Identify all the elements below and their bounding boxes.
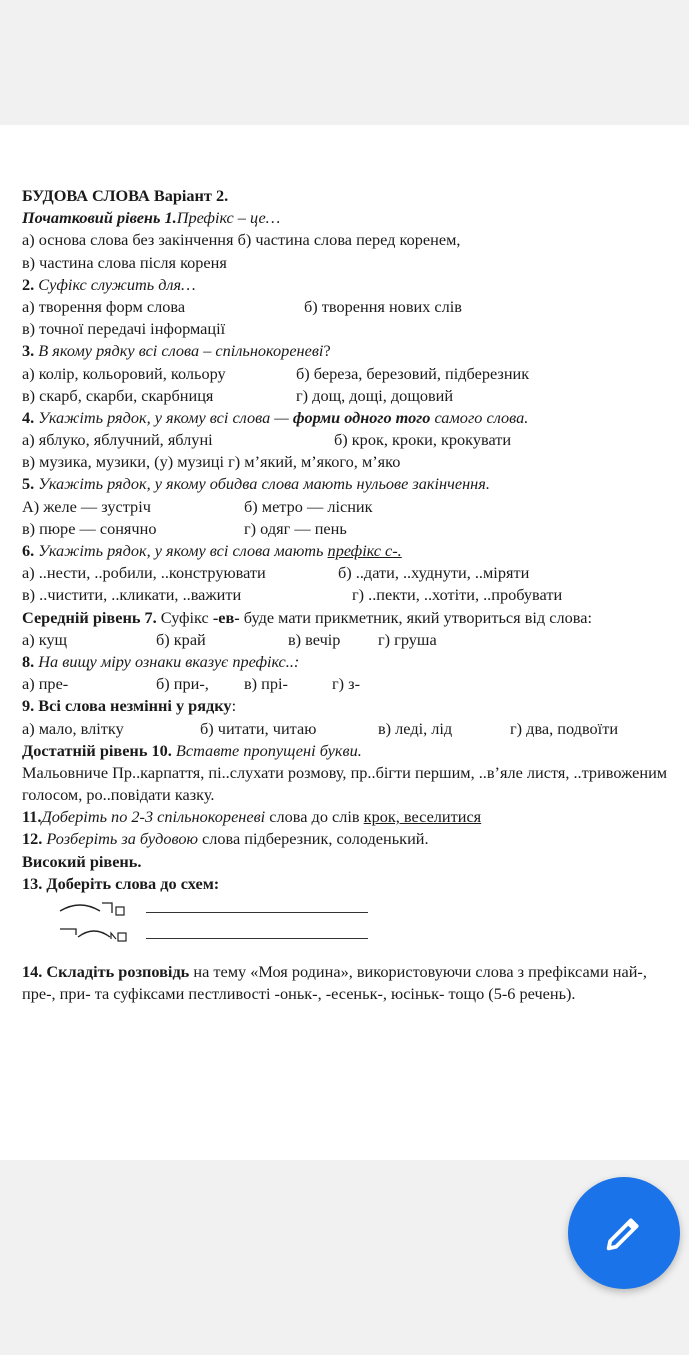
page-title: БУДОВА СЛОВА Варіант 2.	[22, 186, 229, 205]
line: 3. В якому рядку всі слова – спільнокореневі?	[22, 341, 331, 361]
line: 5. Укажіть рядок, у якому обидва слова мають нульове закінчення.	[22, 474, 490, 494]
line: А) желе — зустріч б) метро — лісник	[22, 496, 373, 516]
line: 6. Укажіть рядок, у якому всі слова мають префікс с-.	[22, 541, 402, 560]
answer-blank[interactable]	[146, 912, 368, 913]
line: в) музика, музики, (у) музиці г) м’який, м’якого, м’яко	[22, 452, 401, 472]
document-content	[22, 185, 672, 1005]
line: а) кущ б) край в) вечір г) груша	[22, 629, 437, 649]
line: в) пюре — сонячно г) одяг — пень	[22, 518, 347, 538]
document-page	[0, 125, 689, 1160]
word-scheme-2	[22, 921, 672, 947]
line: а) яблуко, яблучний, яблуні б) крок, кроки, крокувати	[22, 430, 512, 450]
line: Високий рівень.	[22, 851, 142, 871]
scheme-prefix-root-suffix-icon	[58, 923, 138, 947]
line: а) ..нести, ..робили, ..конструювати б) ..дати, ..худнути, ..міряти	[22, 563, 530, 583]
line: в) ..чистити, ..кликати, ..важити г) ..пекти, ..хотіти, ..пробувати	[22, 585, 563, 605]
line: Середній рівень 7. Суфікс -ев- буде мати прикметник, який утвориться від слова:	[22, 607, 592, 627]
line: а) мало, влітку б) читати, читаю в) леді, лід г) два, подвоїти	[22, 718, 619, 738]
line: Початковий рівень 1.Префікс – це…	[22, 208, 281, 228]
line: в) точної передачі інформації	[22, 319, 226, 339]
line: Достатній рівень 10. Вставте пропущені букви.	[22, 740, 362, 760]
line: 2. Суфікс служить для…	[22, 274, 196, 294]
line: 12. Розберіть за будовою слова підберезник, солоденький.	[22, 829, 429, 849]
answer-blank[interactable]	[146, 938, 368, 939]
line: в) частина слова після кореня	[22, 252, 227, 272]
spacer	[22, 947, 672, 961]
line: а) основа слова без закінчення б) частина слова перед коренем,	[22, 230, 461, 250]
line: а) колір, кольоровий, кольору б) береза, березовий, підберезник	[22, 363, 530, 383]
line: Мальовниче Пр..карпаття, пі..слухати розмову, пр..бігти першим, ..в’яле листя, ..тривоженим голосом, ро..повідати казку.	[22, 762, 668, 805]
line: 4. Укажіть рядок, у якому всі слова — форми одного того самого слова.	[22, 407, 529, 427]
line: а) пре- б) при-, в) прі- г) з-	[22, 674, 361, 694]
line: 13. Доберіть слова до схем:	[22, 873, 220, 893]
line: а) творення форм слова б) творення нових слів	[22, 296, 462, 316]
edit-button[interactable]	[568, 1177, 680, 1289]
scheme-root-prefix-icon	[58, 897, 138, 921]
line: 9. Всі слова незмінні у рядку:	[22, 696, 237, 716]
line: 8. На вищу міру ознаки вказує префікс..:	[22, 651, 300, 671]
line: в) скарб, скарби, скарбниця г) дощ, дощі, дощовий	[22, 385, 454, 405]
word-scheme-1	[22, 895, 672, 921]
line: 11.Доберіть по 2-3 спільнокореневі слова до слів крок, веселитися	[22, 807, 482, 827]
pencil-icon	[601, 1210, 647, 1256]
line: 14. Складіть розповідь на тему «Моя родина», використовуючи слова з префіксами най-, пре-, при- та суфіксами пестливості -оньк-, -есеньк-, юсіньк- тощо (5-6 речень).	[22, 962, 647, 1004]
